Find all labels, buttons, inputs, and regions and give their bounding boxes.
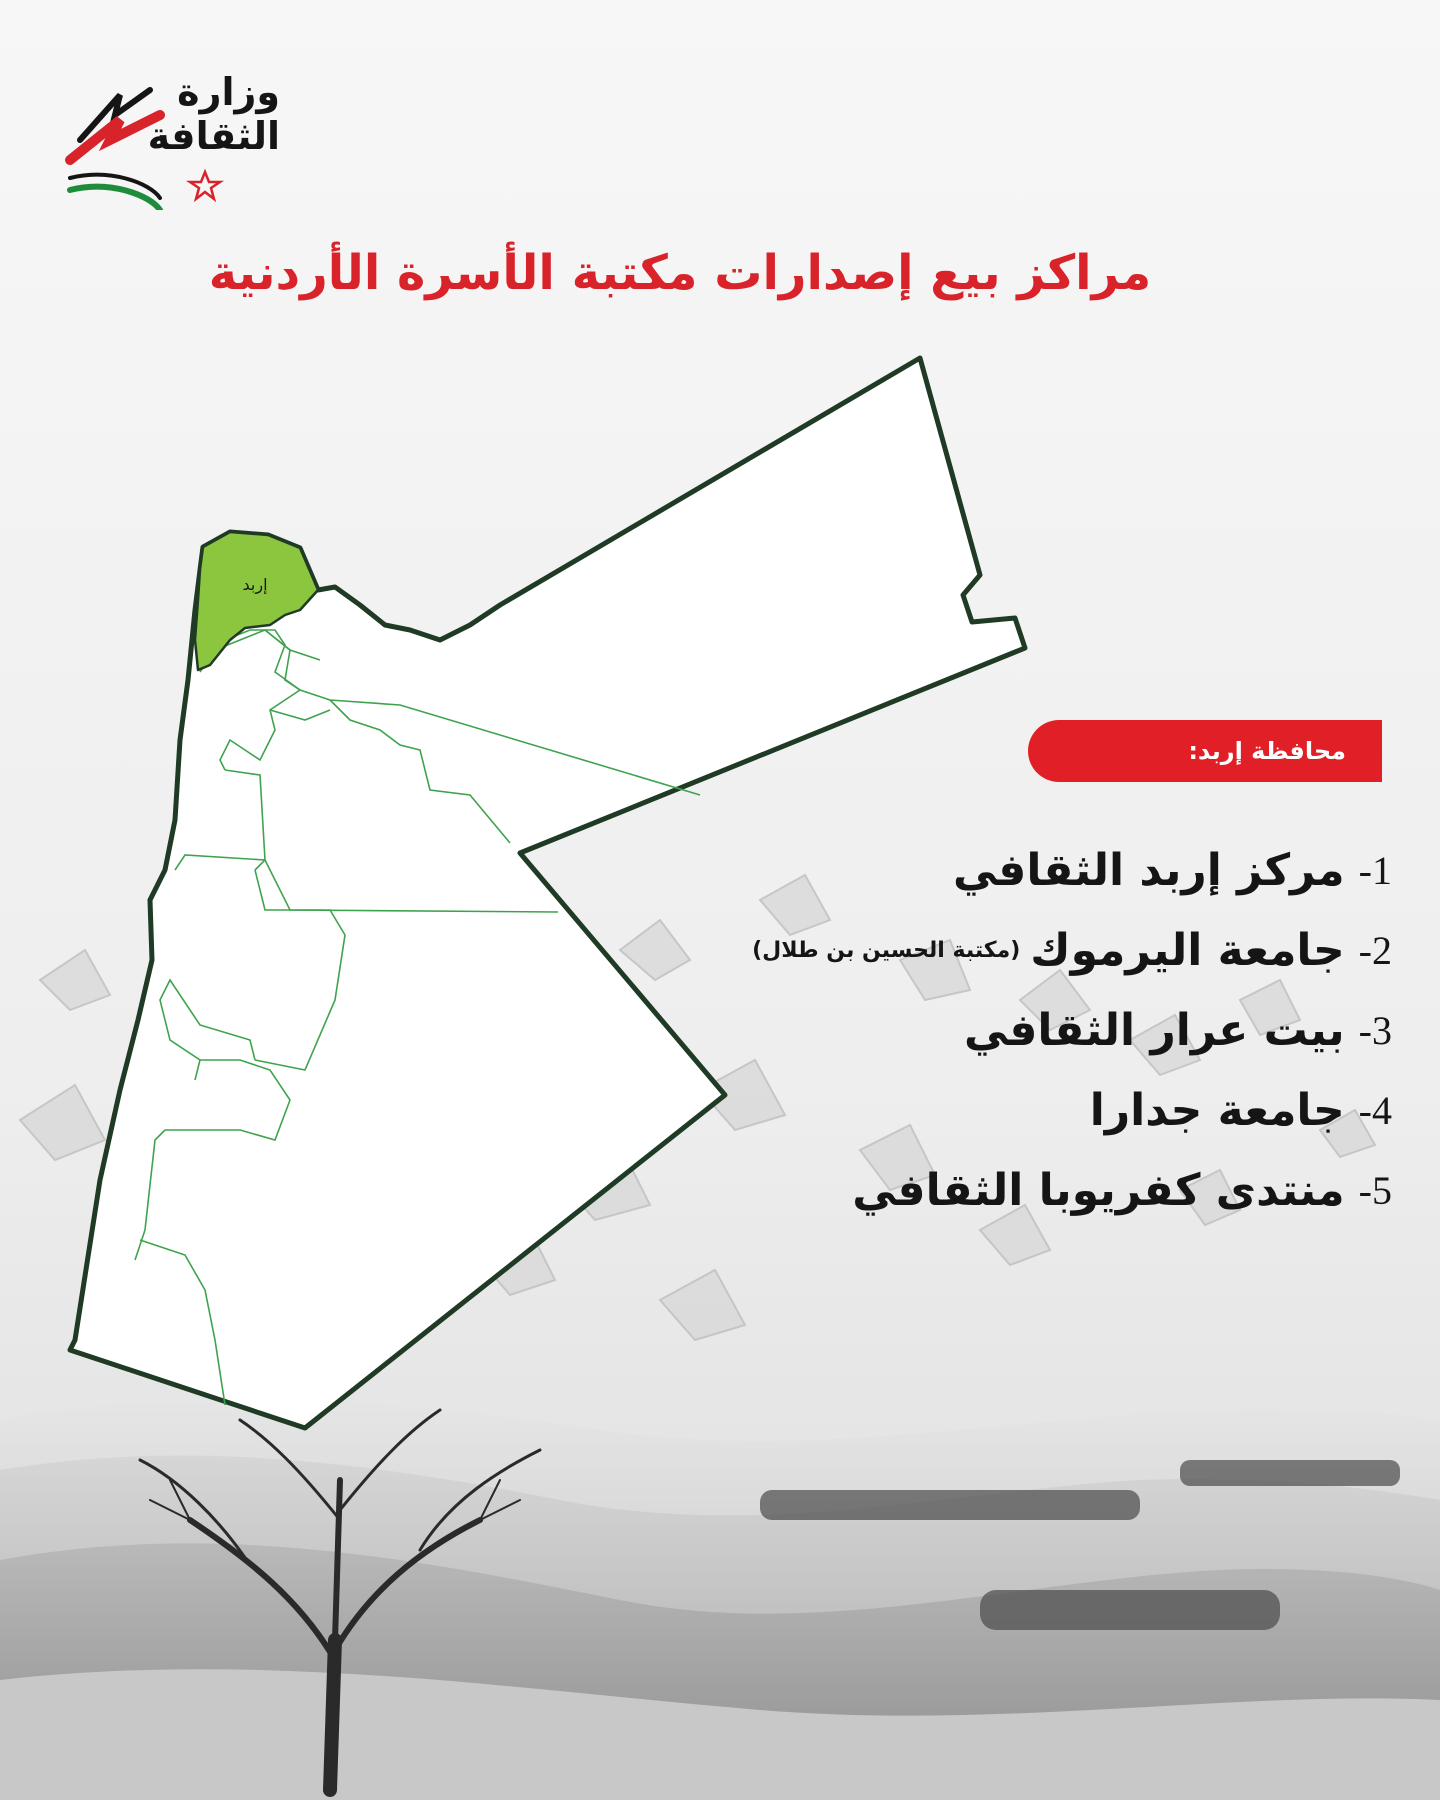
item-number: 2- [1358, 927, 1392, 973]
item-label: منتدى كفريوبا الثقافي [852, 1164, 1345, 1216]
item-number: 5- [1358, 1167, 1392, 1213]
page-title: مراكز بيع إصدارات مكتبة الأسرة الأردنية [208, 245, 1152, 301]
item-number: 3- [1358, 1007, 1392, 1053]
item-number: 4- [1358, 1087, 1392, 1133]
item-label: جامعة اليرموك [1030, 924, 1345, 976]
item-label: جامعة جدارا [1089, 1084, 1345, 1136]
logo-line-2: الثقافة [147, 114, 280, 158]
list-item [840, 1150, 1392, 1230]
list-item [752, 910, 1392, 990]
item-label: مركز إربد الثقافي [953, 844, 1345, 896]
list-item [840, 830, 1392, 910]
irbid-label: إربد [242, 575, 268, 594]
governorate-badge: محافظة إربد: [1028, 720, 1382, 782]
item-label: بيت عرار الثقافي [964, 1004, 1345, 1056]
sales-centers-list [752, 830, 1392, 1230]
item-note: (مكتبة الحسين بن طلال) [752, 937, 1021, 963]
item-number: 1- [1358, 847, 1392, 893]
list-item [840, 990, 1392, 1070]
logo-line-1: وزارة [177, 70, 280, 114]
list-item [840, 1070, 1392, 1150]
